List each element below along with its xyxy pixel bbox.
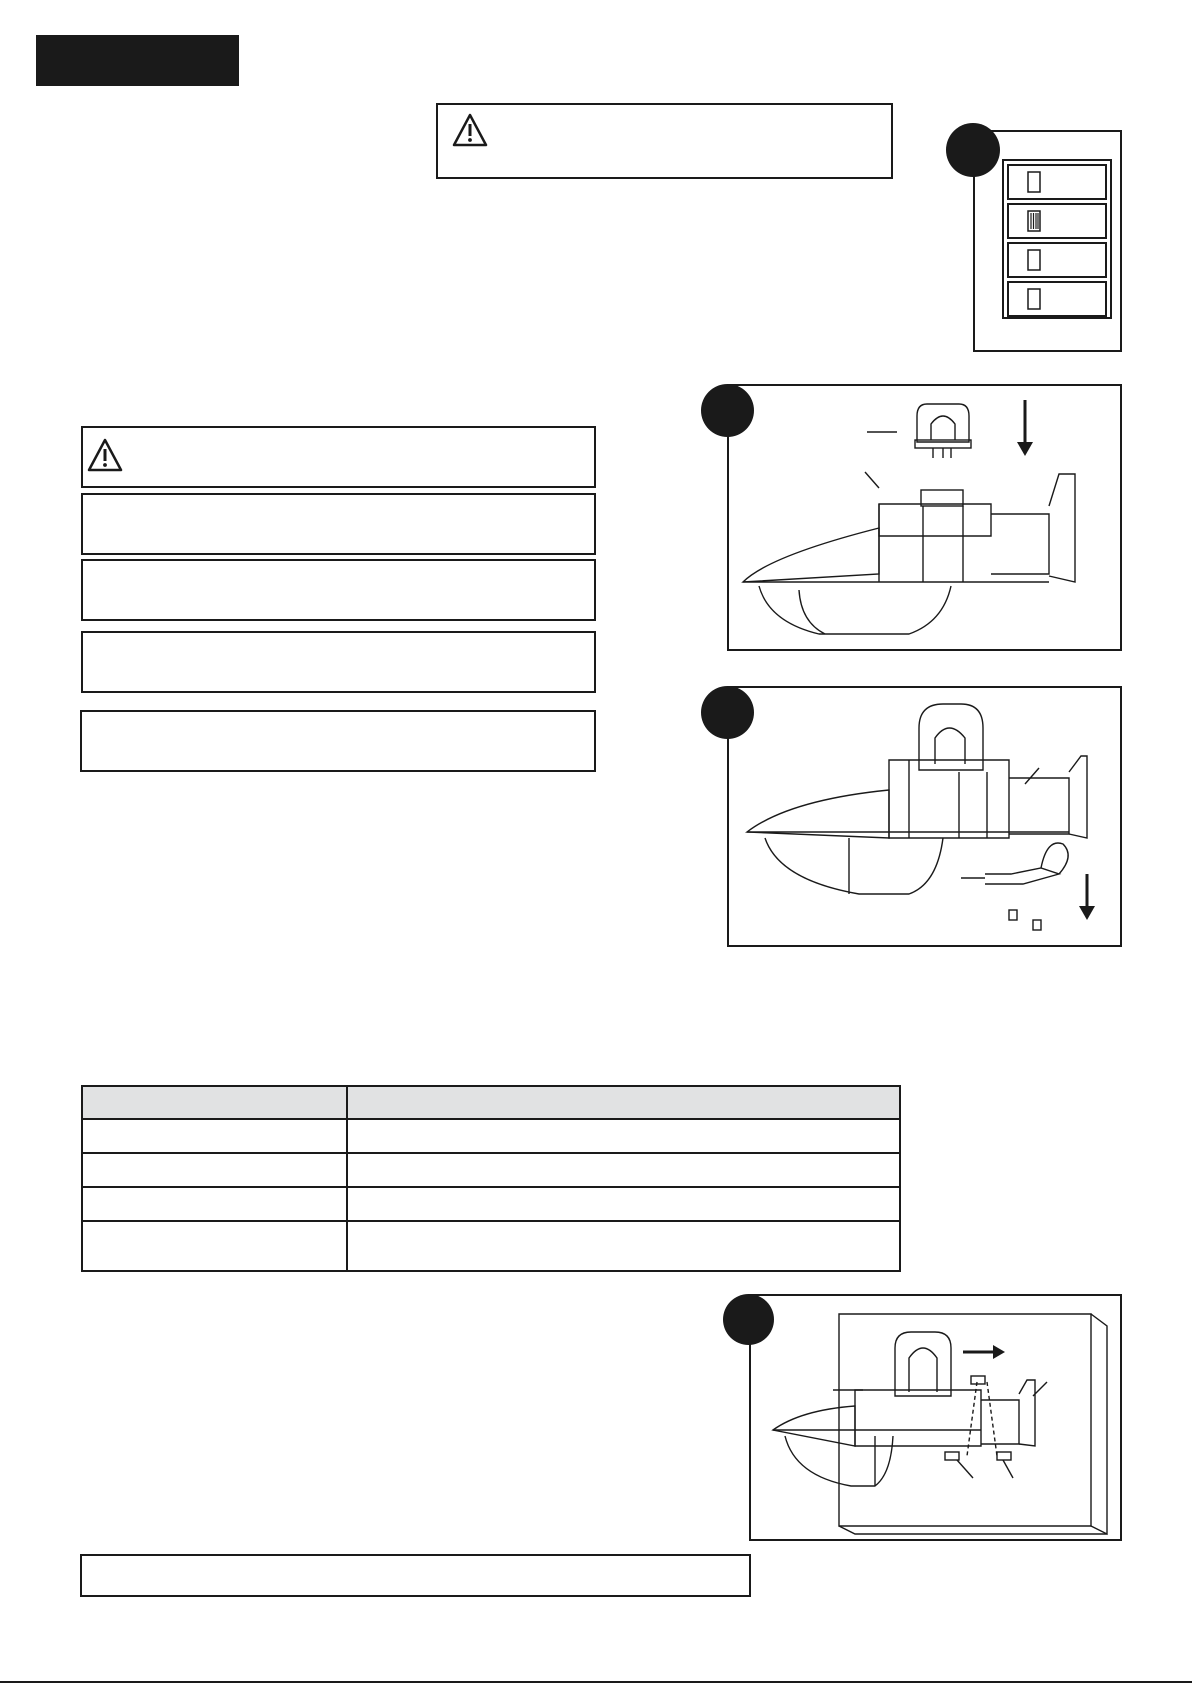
step-marker-bracket [701,686,754,739]
step-marker-photocell [701,384,754,437]
bracket-removal-drawing [729,688,1120,945]
wall-mount-drawing [751,1296,1120,1539]
arrow-right-icon [963,1345,1005,1359]
note-box-1 [81,493,596,555]
figure-photocell-install [727,384,1122,651]
breaker-panel-drawing [975,132,1120,350]
photocell-install-drawing [729,386,1120,649]
warning-box-install [81,426,596,488]
note-box-4 [80,710,596,772]
step-marker-wall-mount [723,1294,774,1345]
warning-triangle-icon [452,113,488,147]
table-header-cell [347,1086,900,1119]
table-cell [347,1187,900,1221]
step-marker-breaker [946,123,1000,177]
table-cell [82,1153,347,1187]
table-cell [82,1187,347,1221]
warning-box-top [436,103,893,179]
table-cell [347,1221,900,1271]
arrow-down-icon [1017,400,1033,456]
note-box-bottom [80,1554,751,1597]
table-row [82,1187,900,1221]
warning-triangle-icon [87,438,123,472]
table-cell [347,1119,900,1153]
arrow-down-icon [1079,874,1095,920]
figure-bracket-removal [727,686,1122,947]
note-box-3 [81,631,596,693]
table-cell [82,1221,347,1271]
table-row [82,1119,900,1153]
section-header-tab [36,35,239,86]
table-cell [82,1119,347,1153]
table-header-cell [82,1086,347,1119]
table-row [82,1153,900,1187]
table-header-row [82,1086,900,1119]
page-bottom-rule [0,1681,1192,1683]
figure-wall-mount [749,1294,1122,1541]
table-cell [347,1153,900,1187]
note-box-2 [81,559,596,621]
spec-table [81,1085,901,1272]
table-row [82,1221,900,1271]
